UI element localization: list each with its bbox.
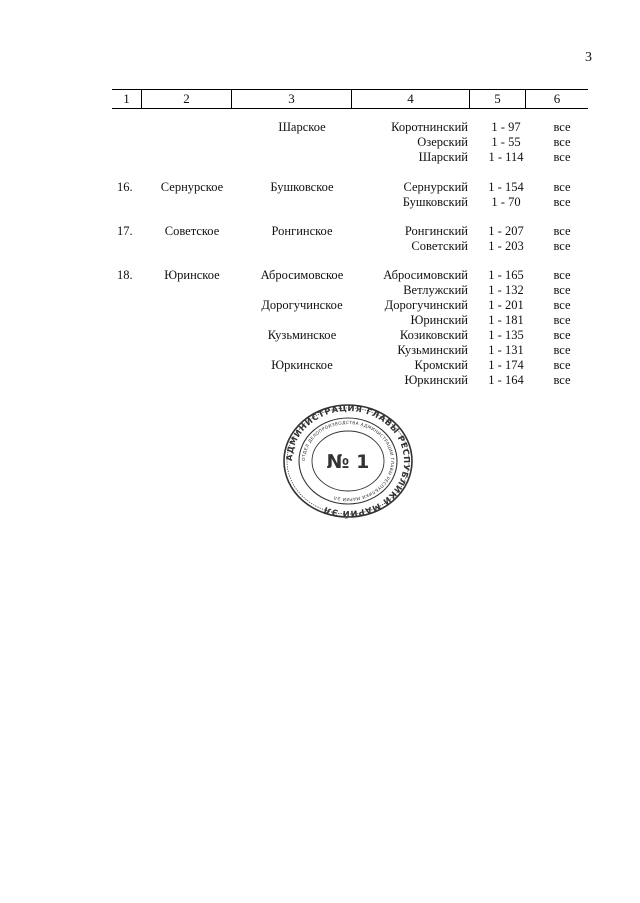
header-col-4: 4 [352, 90, 470, 108]
page-number: 3 [585, 50, 592, 65]
administration-name: Дорогучинское [261, 298, 343, 312]
seal-center-number: № 1 [326, 451, 370, 473]
site-name: Ронгинский [404, 224, 468, 238]
number-range: 1 - 203 [488, 239, 524, 253]
note-value: все [553, 150, 571, 164]
note-value: все [553, 239, 571, 253]
administration-name: Абросимовское [260, 268, 344, 282]
table-row [0, 180, 640, 195]
note-value: все [553, 120, 571, 134]
row-number: 16. [117, 180, 133, 194]
site-name: Ветлужский [403, 283, 468, 297]
site-name: Кромский [414, 358, 468, 372]
number-range: 1 - 207 [488, 224, 524, 238]
administration-name: Бушковское [270, 180, 334, 194]
table-row [0, 298, 640, 313]
row-number: 18. [117, 268, 133, 282]
district-name: Юринское [164, 268, 220, 282]
table-row [0, 373, 640, 388]
administration-name: Шарское [278, 120, 326, 134]
number-range: 1 - 131 [488, 343, 524, 357]
number-range: 1 - 55 [491, 135, 521, 149]
header-col-5: 5 [470, 90, 526, 108]
table-header [112, 89, 588, 109]
number-range: 1 - 154 [488, 180, 524, 194]
table-row [0, 358, 640, 373]
note-value: все [553, 224, 571, 238]
table-row [0, 135, 640, 150]
number-range: 1 - 135 [488, 328, 524, 342]
official-seal [282, 403, 414, 519]
site-name: Абросимовский [383, 268, 468, 282]
site-name: Советский [411, 239, 468, 253]
administration-name: Кузьминское [267, 328, 337, 342]
note-value: все [553, 328, 571, 342]
seal-inner-text: ОТДЕЛ ДЕЛОПРОИЗВОДСТВА АДМИНИСТРАЦИИ ГЛАВЫ РЕСПУБЛИКИ МАРИЙ ЭЛ [301, 420, 395, 502]
site-name: Кузьминский [397, 343, 468, 357]
administration-name: Ронгинское [271, 224, 333, 238]
site-name: Озерский [417, 135, 468, 149]
note-value: все [553, 195, 571, 209]
header-col-1: 1 [112, 90, 142, 108]
number-range: 1 - 165 [488, 268, 524, 282]
row-number: 17. [117, 224, 133, 238]
header-col-3: 3 [232, 90, 352, 108]
header-col-2: 2 [142, 90, 232, 108]
administration-name: Юркинское [271, 358, 333, 372]
number-range: 1 - 164 [488, 373, 524, 387]
site-name: Юринский [410, 313, 468, 327]
number-range: 1 - 114 [488, 150, 524, 164]
site-name: Сернурский [403, 180, 468, 194]
seal-outer-text: АДМИНИСТРАЦИЯ ГЛАВЫ РЕСПУБЛИКИ МАРИЙ ЭЛ [283, 403, 413, 519]
site-name: Бушковский [402, 195, 468, 209]
note-value: все [553, 135, 571, 149]
number-range: 1 - 97 [491, 120, 521, 134]
number-range: 1 - 181 [488, 313, 524, 327]
note-value: все [553, 313, 571, 327]
note-value: все [553, 268, 571, 282]
note-value: все [553, 180, 571, 194]
site-name: Козиковский [399, 328, 468, 342]
note-value: все [553, 298, 571, 312]
table-row [0, 343, 640, 358]
table-row [0, 313, 640, 328]
site-name: Шарский [418, 150, 468, 164]
number-range: 1 - 174 [488, 358, 524, 372]
table-row [0, 195, 640, 210]
table-row [0, 239, 640, 254]
table-row [0, 150, 640, 165]
table-row [0, 224, 640, 239]
note-value: все [553, 283, 571, 297]
site-name: Дорогучинский [384, 298, 468, 312]
site-name: Коротнинский [391, 120, 468, 134]
table-row [0, 283, 640, 298]
note-value: все [553, 373, 571, 387]
site-name: Юркинский [404, 373, 468, 387]
number-range: 1 - 132 [488, 283, 524, 297]
table-row [0, 120, 640, 135]
number-range: 1 - 201 [488, 298, 524, 312]
district-name: Советское [164, 224, 220, 238]
table-row [0, 328, 640, 343]
note-value: все [553, 343, 571, 357]
header-col-6: 6 [553, 91, 561, 106]
number-range: 1 - 70 [491, 195, 521, 209]
table-row [0, 268, 640, 283]
note-value: все [553, 358, 571, 372]
district-name: Сернурское [160, 180, 224, 194]
